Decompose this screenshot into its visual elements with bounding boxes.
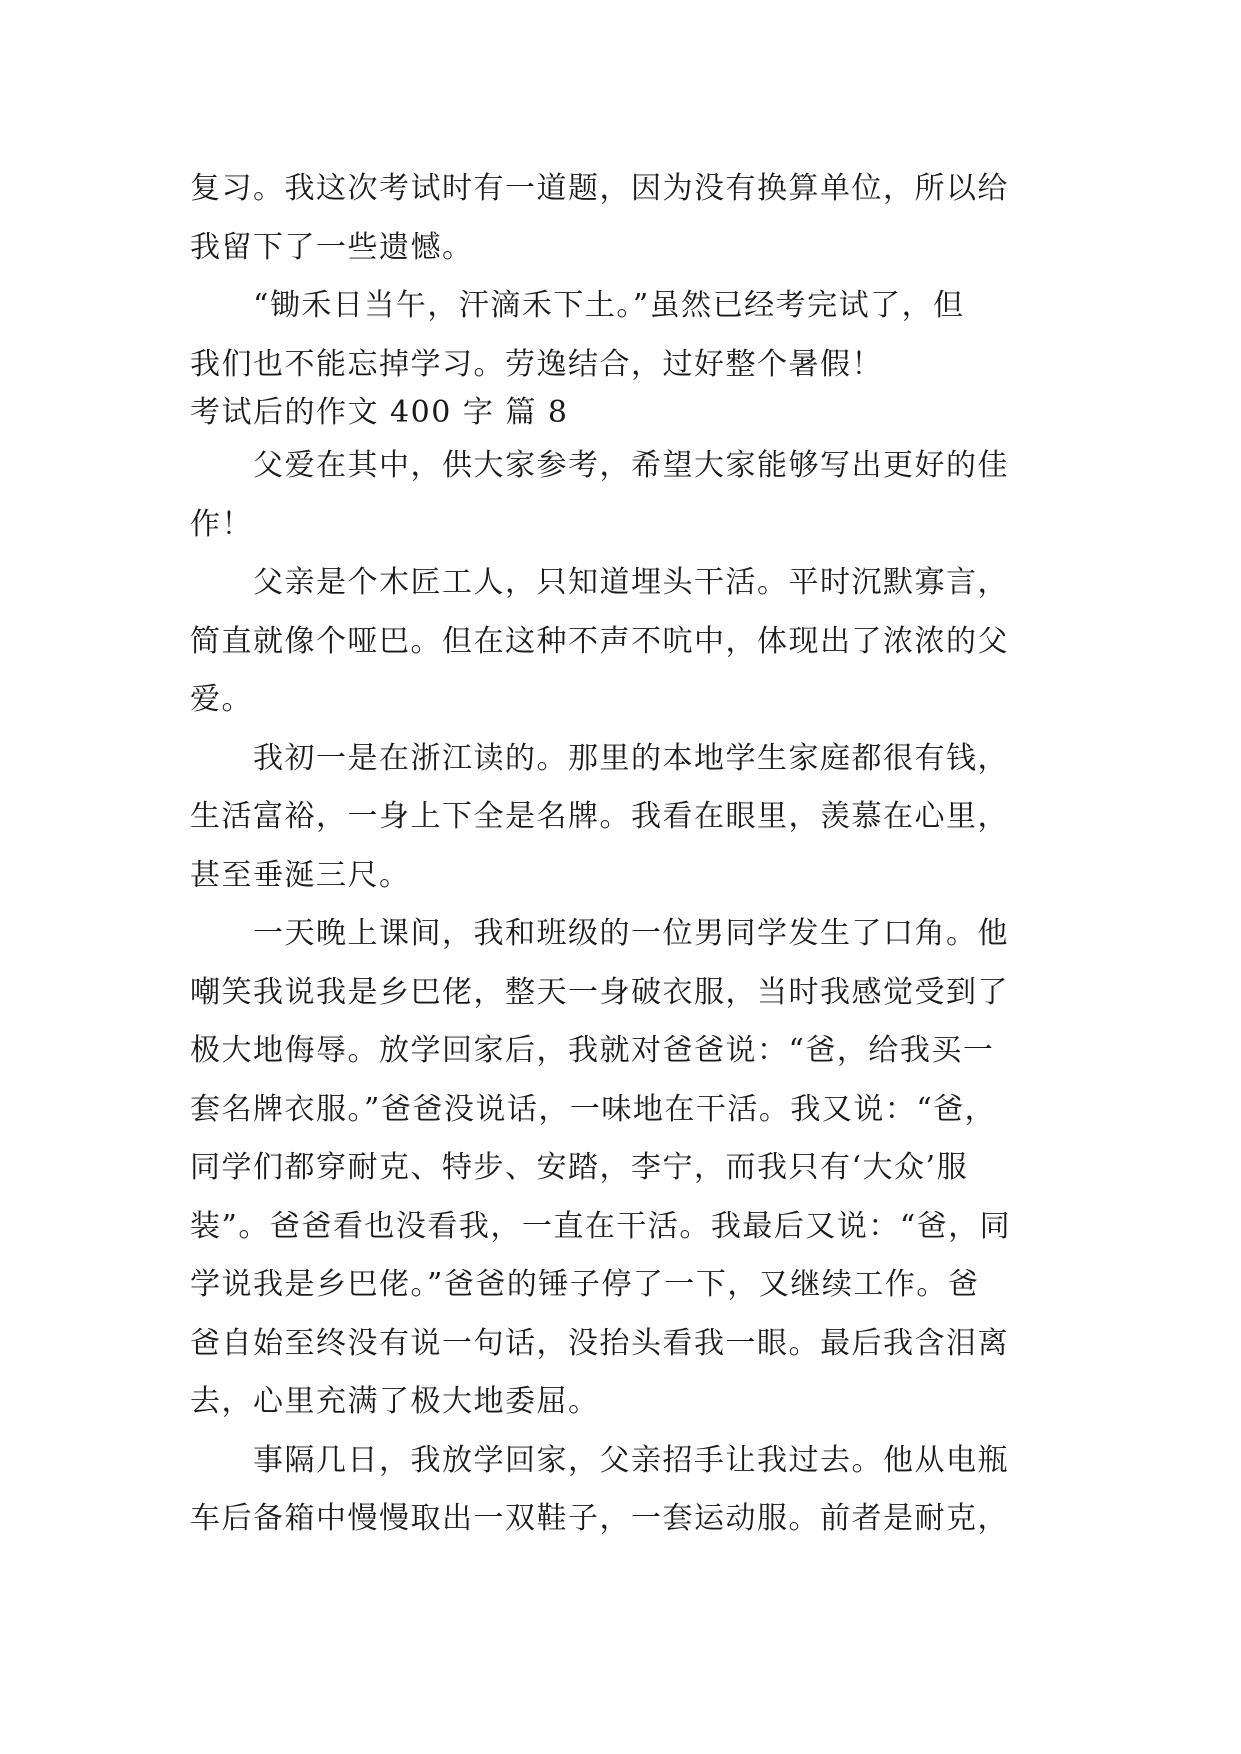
text-line: 爱。 bbox=[190, 682, 253, 717]
text-line: 甚至垂涎三尺。 bbox=[190, 857, 411, 893]
text-line: 父爱在其中，供大家参考，希望大家能够写出更好的佳 bbox=[190, 448, 1009, 483]
text-line: 我留下了一些遗憾。 bbox=[190, 229, 474, 265]
text-line: 车后备箱中慢慢取出一双鞋子，一套运动服。前者是耐克， bbox=[190, 1501, 1009, 1536]
text-line: 爸自始至终没有说一句话，没抬头看我一眼。最后我含泪离 bbox=[190, 1325, 1009, 1361]
text-line: 去，心里充满了极大地委屈。 bbox=[190, 1384, 600, 1419]
text-line: “锄禾日当午，汗滴禾下土。”虽然已经考完试了，但 bbox=[190, 288, 965, 323]
text-line: 我初一是在浙江读的。那里的本地学生家庭都很有钱， bbox=[190, 740, 1009, 776]
text-line: 复习。我这次考试时有一道题，因为没有换算单位，所以给 bbox=[190, 171, 1009, 206]
text-line: 嘲笑我说我是乡巴佬，整天一身破衣服，当时我感觉受到了 bbox=[190, 974, 1009, 1010]
text-line: 套名牌衣服。”爸爸没说话，一味地在干活。我又说：“爸， bbox=[190, 1091, 997, 1127]
section-heading: 考试后的作文 400 字 篇 8 bbox=[190, 395, 569, 430]
text-line: 我们也不能忘掉学习。劳逸结合，过好整个暑假！ bbox=[190, 346, 883, 382]
text-line: 作！ bbox=[190, 506, 253, 542]
text-line: 简直就像个哑巴。但在这种不声不吭中，体现出了浓浓的父 bbox=[190, 623, 1009, 659]
text-line: 一天晚上课间，我和班级的一位男同学发生了口角。他 bbox=[190, 916, 1009, 951]
text-line: 学说我是乡巴佬。”爸爸的锤子停了一下，又继续工作。爸 bbox=[190, 1267, 980, 1302]
text-line: 同学们都穿耐克、特步、安踏，李宁，而我只有‘大众’服 bbox=[190, 1150, 969, 1185]
text-line: 装”。爸爸看也没看我，一直在干活。我最后又说：“爸，同 bbox=[190, 1208, 1012, 1244]
text-line: 父亲是个木匠工人，只知道埋头干活。平时沉默寡言， bbox=[190, 565, 1009, 600]
text-line: 生活富裕，一身上下全是名牌。我看在眼里，羡慕在心里， bbox=[190, 799, 1009, 834]
text-line: 极大地侮辱。放学回家后，我就对爸爸说：“爸，给我买一 bbox=[190, 1033, 995, 1068]
text-line: 事隔几日，我放学回家，父亲招手让我过去。他从电瓶 bbox=[190, 1442, 1009, 1478]
document-body bbox=[190, 160, 1058, 1549]
